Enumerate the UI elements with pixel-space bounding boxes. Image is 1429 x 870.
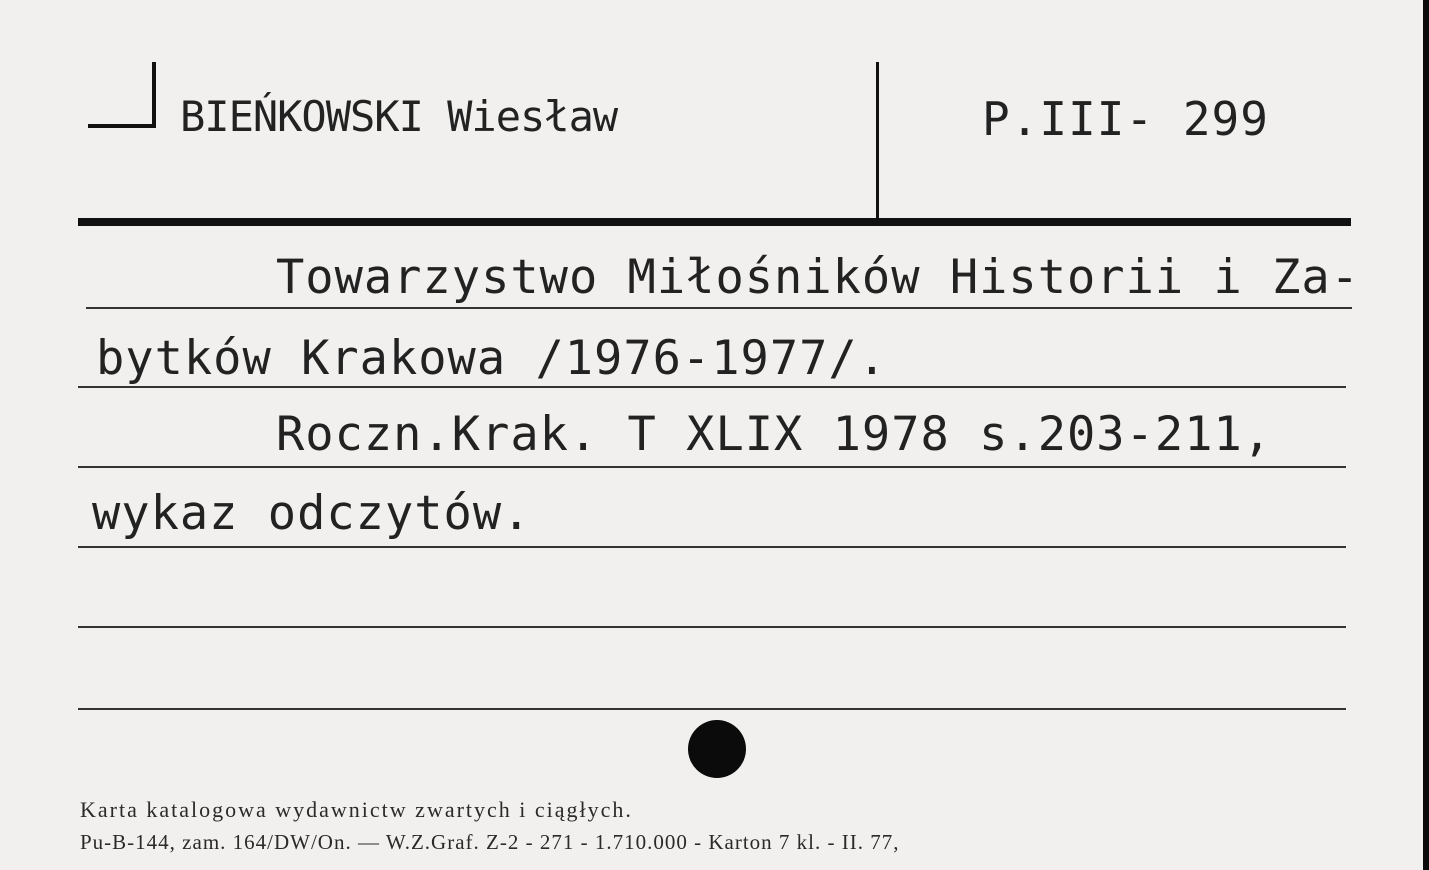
ruled-line xyxy=(78,386,1346,388)
entry-line-2: bytków Krakowa /1976-1977/. xyxy=(96,331,888,386)
entry-line-3: Roczn.Krak. T XLIX 1978 s.203-211, xyxy=(276,407,1273,462)
footer-form-title: Karta katalogowa wydawnictw zwartych i ciągłych. xyxy=(80,797,633,822)
entry-line-4: wykaz odczytów. xyxy=(92,486,532,541)
ruled-line xyxy=(86,307,1352,309)
tab-marker-icon xyxy=(88,60,158,132)
shelf-signature: P.III- 299 xyxy=(982,92,1269,146)
punch-hole xyxy=(688,720,746,778)
ruled-line xyxy=(78,626,1346,628)
entry-line-1: Towarzystwo Miłośników Historii i Za- xyxy=(276,250,1360,305)
header-divider xyxy=(876,62,879,222)
ruled-line xyxy=(78,708,1346,710)
ruled-line xyxy=(78,546,1346,548)
ruled-line xyxy=(78,466,1346,468)
footer-print-info: Pu-B-144, zam. 164/DW/On. — W.Z.Graf. Z-2 - 271 - 1.710.000 - Karton 7 kl. - II. 77, xyxy=(80,830,900,854)
header-rule xyxy=(78,218,1351,226)
author-name: BIEŃKOWSKI Wiesław xyxy=(180,92,618,141)
